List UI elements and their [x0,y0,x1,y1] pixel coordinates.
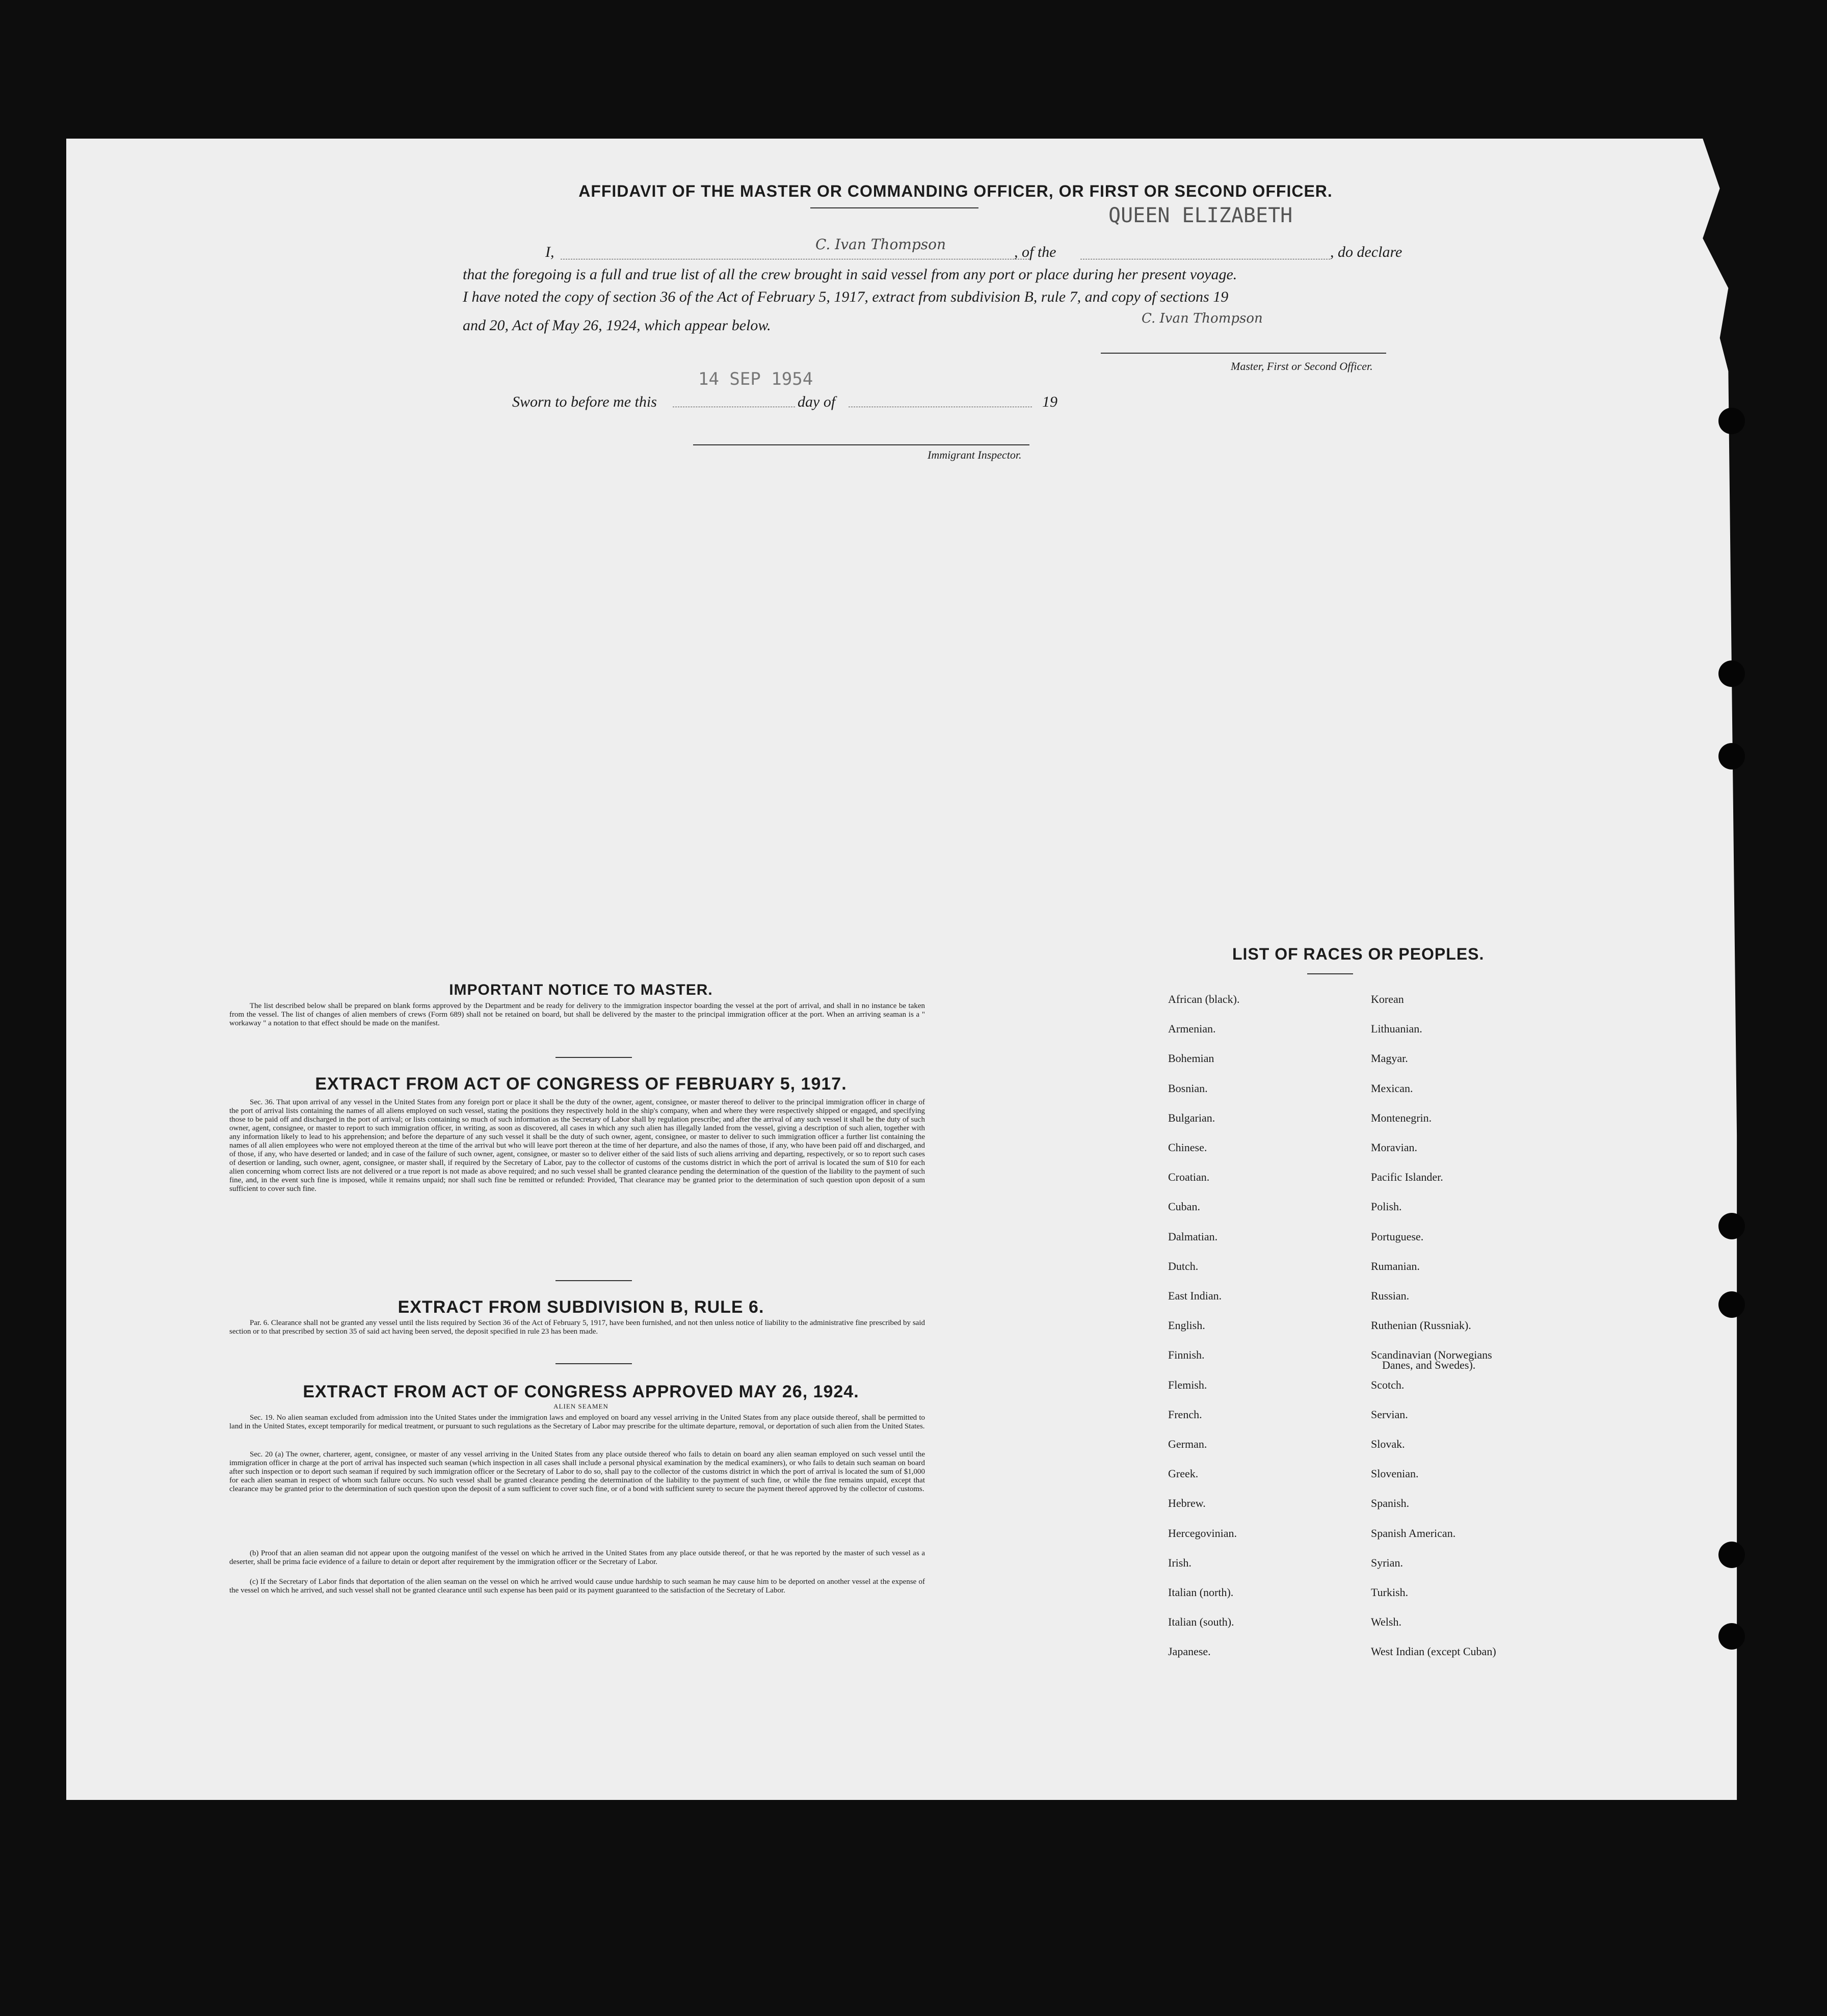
notice-body: The list described below shall be prepared on blank forms approved by the Department and be ready for delivery to the immigration inspector boarding the vessel at the port of arrival, and shall in no instance be taken from the vessel. The list of changes of alien members of crews (Form 689) shall not be retained on board, but shall be delivered by the master to the principal immigration officer at the port. When an arriving seaman is a " workaway " a notation to that effect should be made on the manifest. [229,1002,925,1027]
date-stamp: 14 SEP 1954 [698,369,813,389]
declarant-label: I, [545,244,554,260]
race-right-3: Magyar. [1371,1052,1408,1065]
race-left-7: Croatian. [1168,1171,1210,1184]
of-the-label: , of the [1014,244,1056,260]
punch-hole-2 [1718,660,1745,687]
races-title: LIST OF RACES OR PEOPLES. [1232,945,1485,963]
race-left-3: Bohemian [1168,1052,1214,1065]
race-left-18: Hebrew. [1168,1497,1206,1510]
race-left-14: Flemish. [1168,1378,1207,1391]
race-right-10: Rumanian. [1371,1259,1420,1272]
race-right-13: Scandinavian (Norwegians [1371,1348,1492,1362]
race-left-1: African (black). [1168,993,1240,1005]
master-label: Master, First or Second Officer. [1231,360,1373,373]
notice-divider [555,1057,632,1058]
extract-1924-sec20b: (b) Proof that an alien seaman did not appear upon the outgoing manifest of the vessel on which he arrived in the United States from any place outside thereof, or that he was reported by the master of such vessel as a deserter, shall be prima facie evidence of a failure to detain or deport after requirement by the immigration officer or the Secretary of Labor. [229,1549,925,1566]
race-right-8: Polish. [1371,1200,1402,1213]
extract-1924-subtitle: ALIEN SEAMEN [553,1402,608,1410]
races-divider [1307,973,1353,974]
sworn-label: Sworn to before me this [512,393,657,410]
day-of-label: day of [798,393,836,410]
race-left-13: Finnish. [1168,1348,1205,1362]
subdivision-title: EXTRACT FROM SUBDIVISION B, RULE 6. [398,1297,764,1317]
subdivision-body: Par. 6. Clearance shall not be granted any vessel until the lists required by Section 36 of the Act of February 5, 1917, have been furnished, and not then unless notice of liability to the administrative fine prescribed by said section or to that prescribed by section 35 of said act having been served, the deposit specified in rule 23 has been made. [229,1319,925,1336]
race-right-1: Korean [1371,993,1404,1005]
race-right-21: Turkish. [1371,1586,1409,1599]
master-signature: C. Ivan Thompson [1142,311,1263,326]
race-left-19: Hercegovinian. [1168,1526,1237,1540]
race-left-15: French. [1168,1408,1202,1421]
do-declare-label: , do declare [1330,244,1402,260]
race-right-20: Syrian. [1371,1556,1403,1569]
punch-hole-4 [1718,1213,1745,1239]
inspector-label: Immigrant Inspector. [928,448,1022,461]
race-left-16: German. [1168,1438,1207,1450]
subdivision-divider [555,1363,632,1364]
race-left-21: Italian (north). [1168,1586,1234,1599]
race-left-6: Chinese. [1168,1141,1207,1154]
race-right-4: Mexican. [1371,1081,1413,1095]
year-label: 19 [1042,393,1057,410]
race-right-7: Pacific Islander. [1371,1171,1443,1184]
extract-1917-divider [555,1280,632,1281]
extract-1917-title: EXTRACT FROM ACT OF CONGRESS OF FEBRUARY 5, 1917. [315,1074,847,1094]
declaration-line-2: I have noted the copy of section 36 of the Act of February 5, 1917, extract from subdivision B, rule 7, and copy of sections 19 [463,288,1229,305]
master-signature-line [1101,353,1386,354]
race-right-23: West Indian (except Cuban) [1371,1645,1496,1658]
race-right-14: Scotch. [1371,1378,1405,1391]
affidavit-title: AFFIDAVIT OF THE MASTER OR COMMANDING OFFICER, OR FIRST OR SECOND OFFICER. [578,182,1333,200]
race-right-11: Russian. [1371,1289,1410,1302]
race-left-10: Dutch. [1168,1259,1199,1272]
extract-1924-sec20a: Sec. 20 (a) The owner, charterer, agent, consignee, or master of any vessel arriving in the United States from any place outside thereof who fails to detain on board any alien seaman employed on such vessel until the immigration officer in charge at the port of arrival has inspected such seaman (which inspection in all cases shall include a personal physical examination by the medical examiners), or who fails to detain such seaman on board after such inspection or to deport such seaman if required by such immigration officer or the Secretary of Labor to do so, shall pay to the collector of the customs district in which the port of arrival is located the sum of $1,000 for each alien seaman in respect of whom such failure occurs. No such vessel shall be granted clearance pending the determination of the liability to the payment of such fine, or while the fine remains unpaid, except that clearance may be granted prior to the determination of such question upon the deposit of a sum sufficient to cover such fine, or of a bond with sufficient surety to secure the payment thereof approved by the collector of customs. [229,1450,925,1493]
race-left-11: East Indian. [1168,1289,1222,1302]
race-right-22: Welsh. [1371,1615,1401,1629]
race-left-9: Dalmatian. [1168,1230,1218,1243]
race-right-18: Spanish. [1371,1497,1410,1510]
extract-1924-sec19: Sec. 19. No alien seaman excluded from admission into the United States under the immigration laws and employed on board any vessel arriving in the United States from any place outside thereof, shall be permitted to land in the United States, except temporarily for medical treatment, or pursuant to such regulations as the Secretary of Labor may prescribe for the ultimate departure, removal, or deportation of such alien from the United States. [229,1414,925,1430]
extract-1924-sec20c: (c) If the Secretary of Labor finds that deportation of the alien seaman on the vessel on which he arrived would cause undue hardship to such seaman he may cause him to be deported on another vessel at the expense of the vessel on which he arrived, and such vessel shall not be granted clearance until such expense has been paid or its payment guaranteed to the satisfaction of the Secretary of Labor. [229,1578,925,1595]
race-right-16: Slovak. [1371,1438,1405,1450]
extract-1924-title: EXTRACT FROM ACT OF CONGRESS APPROVED MAY 26, 1924. [303,1382,859,1401]
declaration-line-1: that the foregoing is a full and true list of all the crew brought in said vessel from any port or place during her present voyage. [463,266,1237,283]
title-divider [810,207,978,208]
race-left-23: Japanese. [1168,1645,1211,1658]
race-right-19: Spanish American. [1371,1526,1456,1540]
race-right-2: Lithuanian. [1371,1022,1422,1036]
race-right-5: Montenegrin. [1371,1111,1432,1124]
punch-hole-3 [1718,743,1745,770]
vessel-stamp: QUEEN ELIZABETH [1108,204,1293,227]
race-left-2: Armenian. [1168,1022,1216,1036]
notice-title: IMPORTANT NOTICE TO MASTER. [449,982,713,998]
punch-hole-6 [1718,1542,1745,1568]
punch-hole-7 [1718,1623,1745,1650]
race-left-4: Bosnian. [1168,1081,1208,1095]
race-left-22: Italian (south). [1168,1615,1234,1629]
race-right-9: Portuguese. [1371,1230,1424,1243]
race-right-17: Slovenian. [1371,1467,1419,1480]
race-right-15: Servian. [1371,1408,1408,1421]
race-left-17: Greek. [1168,1467,1199,1480]
race-left-20: Irish. [1168,1556,1191,1569]
race-left-5: Bulgarian. [1168,1111,1215,1124]
extract-1917-body: Sec. 36. That upon arrival of any vessel in the United States from any foreign port or place it shall be the duty of the owner, agent, consignee, or master thereof to deliver to the principal immigration officer in charge of the port of arrival lists containing the names of all aliens employed on such vessel, stating the positions they respectively hold in the ship's company, when and where they were respectively shipped or engaged, and specifying those to be paid off and discharged in the port of arrival; or lists containing so much of such information as the Secretary of Labor shall by regulation prescribe; and after the arrival of any such vessel it shall be the duty of such owner, agent, consignee, or master to report to such immigration officer, in writing, as soon as discovered, all cases in which any such alien has illegally landed from the vessel, giving a description of such alien, together with any information likely to lead to his apprehension; and before the departure of any such vessel it shall be the duty of such owner, agent, consignee, or master to deliver to such immigration officer a further list containing the names of all alien employees who were not employed thereon at the time of the arrival but who will leave port thereon at the time of her departure, and also the names of those, if any, who have been paid off and discharged, and of those, if any, who have deserted or landed; and in case of the failure of such owner, agent, consignee, or master so to deliver either of the said lists of such aliens arriving and departing, respectively, or so to report such cases of desertion or landing, such owner, agent, consignee, or master shall, if required by the Secretary of Labor, pay to the collector of customs of the customs district in which the port of arrival is located the sum of $10 for each alien concerning whom correct lists are not delivered or a true report is not made as above required; and no such vessel shall be granted clearance pending the determination of the question of the liability to the payment of such fine, and, in the event such fine is imposed, while it remains unpaid; nor shall such fine be remitted or refunded: Provided, That clearance may be granted prior to the determination of such question upon deposit of a sum sufficient to cover such fine. [229,1098,925,1193]
declaration-line-3: and 20, Act of May 26, 1924, which appear below. [463,317,771,334]
signature-name: C. Ivan Thompson [815,236,946,253]
race-left-12: English. [1168,1319,1205,1332]
inspector-signature-line [693,444,1029,445]
punch-hole-1 [1718,408,1745,434]
race-right-12: Ruthenian (Russniak). [1371,1319,1471,1332]
race-right-6: Moravian. [1371,1141,1418,1154]
race-scandinavian-continued: Danes, and Swedes). [1382,1359,1476,1371]
race-left-8: Cuban. [1168,1200,1200,1213]
punch-hole-5 [1718,1291,1745,1318]
